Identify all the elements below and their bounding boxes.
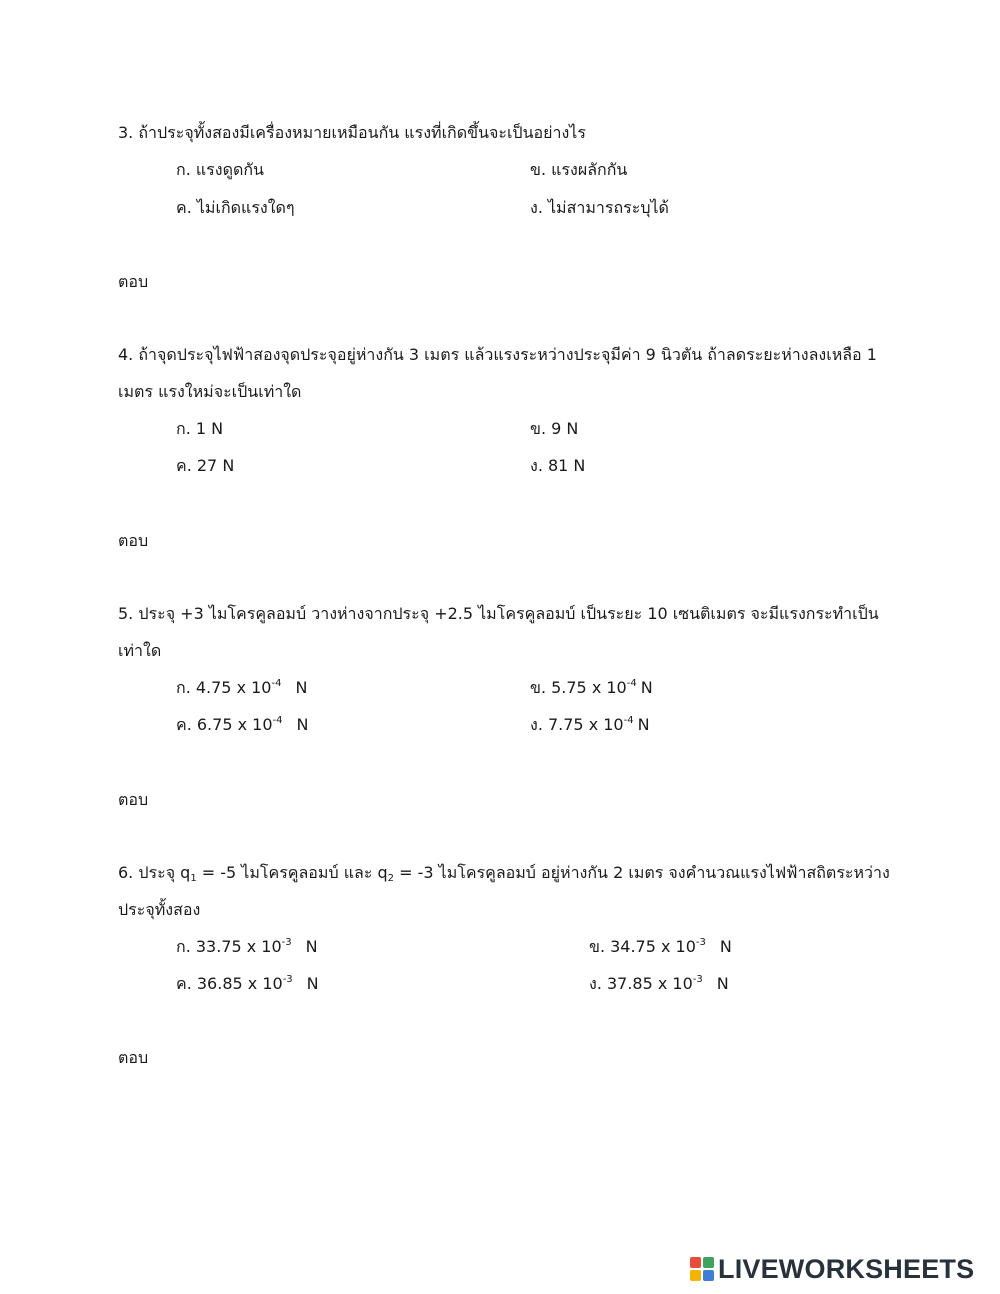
q6-text-part-1: 6. ประจุ q xyxy=(118,863,191,882)
q5-option-b[interactable] xyxy=(530,677,653,699)
q4-answer-label: ตอบ xyxy=(118,531,149,550)
q5-option-d-unit: N xyxy=(637,715,650,734)
q6-option-b[interactable] xyxy=(589,936,732,958)
question-5-text-line2: เท่าใด xyxy=(118,641,162,660)
logo-square-4 xyxy=(703,1270,714,1281)
q3-option-a[interactable]: ก. แรงดูดกัน xyxy=(176,160,264,179)
q6-option-a-unit: N xyxy=(305,937,318,956)
q6-option-c-value: ค. 36.85 x 10 xyxy=(176,974,283,993)
question-4-text-line2: เมตร แรงใหม่จะเป็นเท่าใด xyxy=(118,382,302,401)
logo-square-2 xyxy=(703,1257,714,1268)
q6-option-b-unit: N xyxy=(719,937,732,956)
q6-option-d[interactable] xyxy=(589,973,729,995)
q5-option-a-exponent: -4 xyxy=(271,678,282,689)
q6-option-d-exponent: -3 xyxy=(692,974,703,985)
q6-option-c-exponent: -3 xyxy=(282,974,293,985)
q5-option-b-value: ข. 5.75 x 10 xyxy=(530,678,627,697)
q4-option-d[interactable]: ง. 81 N xyxy=(530,456,586,475)
q5-answer-label: ตอบ xyxy=(118,790,149,809)
q6-option-a-value: ก. 33.75 x 10 xyxy=(176,937,282,956)
q5-option-d[interactable] xyxy=(530,714,650,736)
q6-option-c[interactable] xyxy=(176,973,319,995)
q5-option-c-exponent: -4 xyxy=(272,715,283,726)
q6-option-c-unit: N xyxy=(306,974,319,993)
q5-option-d-value: ง. 7.75 x 10 xyxy=(530,715,624,734)
q5-option-c[interactable] xyxy=(176,714,308,736)
q6-answer-label: ตอบ xyxy=(118,1048,149,1067)
q5-option-c-unit: N xyxy=(296,715,309,734)
q4-option-a[interactable]: ก. 1 N xyxy=(176,419,224,438)
q6-subscript-1: 1 xyxy=(190,873,197,884)
question-6-text-line1 xyxy=(118,862,890,884)
q6-option-d-unit: N xyxy=(716,974,729,993)
question-5-text-line1: 5. ประจุ +3 ไมโครคูลอมบ์ วางห่างจากประจุ +2.5 ไมโครคูลอมบ์ เป็นระยะ 10 เซนติเมตร จะมีแรงกระทำเป็น xyxy=(118,604,879,623)
q6-option-b-value: ข. 34.75 x 10 xyxy=(589,937,696,956)
q6-option-d-value: ง. 37.85 x 10 xyxy=(589,974,693,993)
q5-option-d-exponent: -4 xyxy=(623,715,634,726)
q5-option-a[interactable] xyxy=(176,677,307,699)
q6-text-part-3: = -3 ไมโครคูลอมบ์ อยู่ห่างกัน 2 เมตร จงคำนวณแรงไฟฟ้าสถิตระหว่าง xyxy=(394,863,890,882)
liveworksheets-logo-text: LIVEWORKSHEETS xyxy=(718,1253,975,1284)
question-4-text-line1: 4. ถ้าจุดประจุไฟฟ้าสองจุดประจุอยู่ห่างกัน 3 เมตร แล้วแรงระหว่างประจุมีค่า 9 นิวตัน ถ้าลดระยะห่างลงเหลือ 1 xyxy=(118,345,877,364)
q6-option-a-exponent: -3 xyxy=(281,937,292,948)
liveworksheets-logo xyxy=(690,1254,974,1284)
q3-answer-label: ตอบ xyxy=(118,272,149,291)
q5-option-b-exponent: -4 xyxy=(626,678,637,689)
q5-option-c-value: ค. 6.75 x 10 xyxy=(176,715,273,734)
q5-option-a-value: ก. 4.75 x 10 xyxy=(176,678,272,697)
question-3-text: 3. ถ้าประจุทั้งสองมีเครื่องหมายเหมือนกัน แรงที่เกิดขึ้นจะเป็นอย่างไร xyxy=(118,123,586,142)
q6-text-part-2: = -5 ไมโครคูลอมบ์ และ q xyxy=(196,863,388,882)
q3-option-c[interactable]: ค. ไม่เกิดแรงใดๆ xyxy=(176,198,295,217)
logo-square-3 xyxy=(690,1270,701,1281)
logo-square-1 xyxy=(690,1257,701,1268)
q6-option-b-exponent: -3 xyxy=(695,937,706,948)
q6-option-a[interactable] xyxy=(176,936,318,958)
q3-option-d[interactable]: ง. ไม่สามารถระบุได้ xyxy=(530,198,669,217)
liveworksheets-logo-icon xyxy=(690,1257,714,1281)
q4-option-c[interactable]: ค. 27 N xyxy=(176,456,235,475)
q3-option-b[interactable]: ข. แรงผลักกัน xyxy=(530,160,628,179)
question-6-text-line2: ประจุทั้งสอง xyxy=(118,900,201,919)
q5-option-a-unit: N xyxy=(295,678,308,697)
q4-option-b[interactable]: ข. 9 N xyxy=(530,419,579,438)
q6-subscript-2: 2 xyxy=(387,873,395,884)
q5-option-b-unit: N xyxy=(640,678,653,697)
